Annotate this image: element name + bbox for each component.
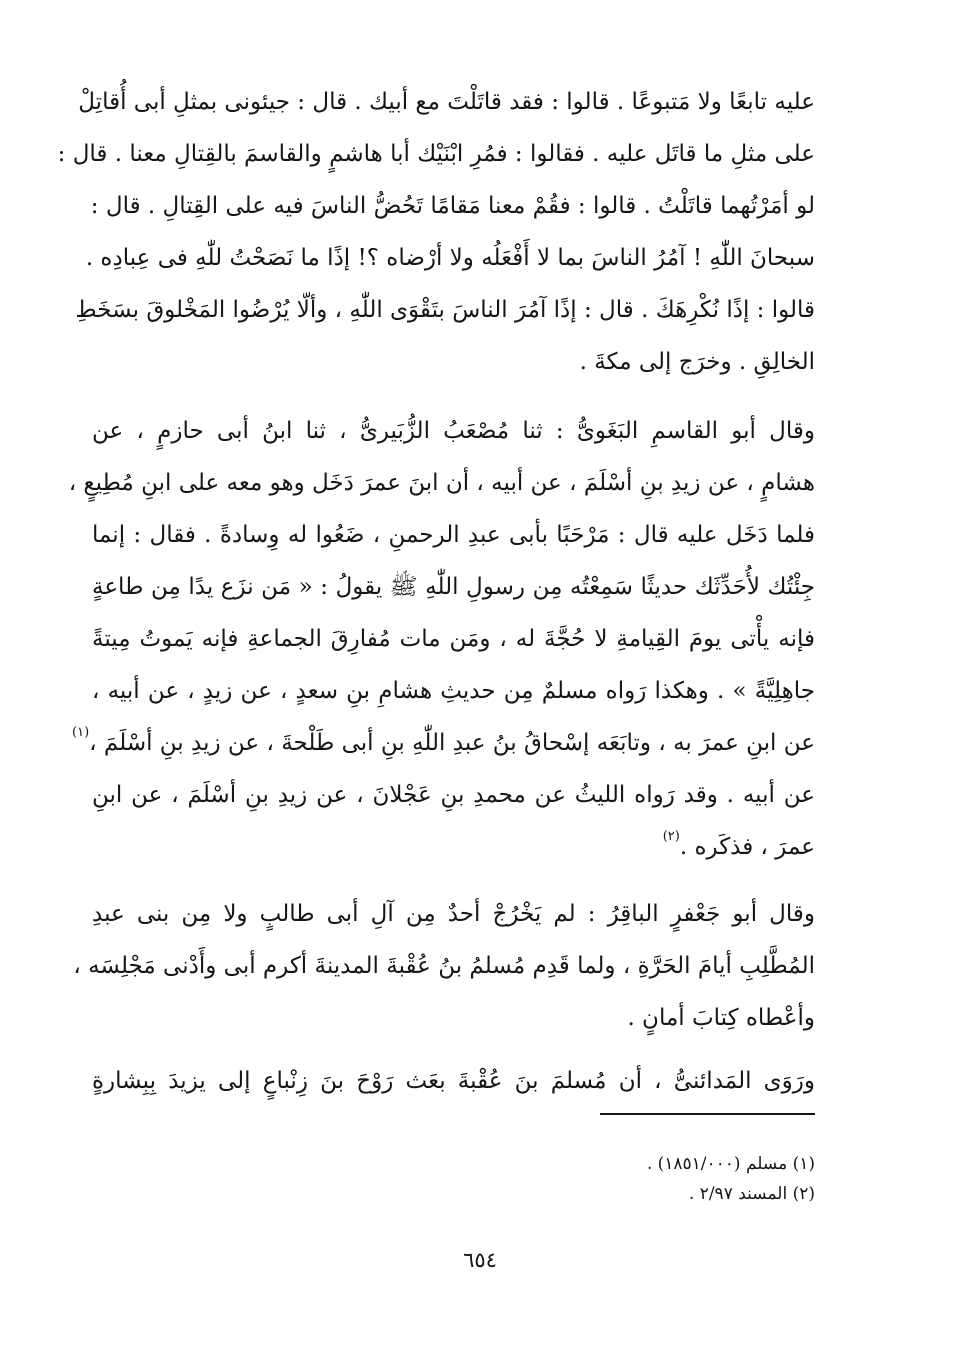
text-line: وقال أبو جَعْفرٍ الباقِرُ : لم يَخْرُجْ أحدٌ مِن آلِ أبى طالبٍ ولا مِن بنى عبدِ: [92, 901, 815, 927]
footnote-2: (٢) المسند ٢/٩٧ .: [688, 1184, 815, 1204]
text-line: على مثلِ ما قاتَل عليه . فقالوا : فمُرِ ابْنَيْك أبا هاشمٍ والقاسمَ بالقِتالِ معنا . قال :: [57, 141, 815, 167]
paragraph-4: [92, 1055, 815, 1107]
footnote-1: (١) مسلم (١٨٥١/٠٠٠) .: [646, 1154, 815, 1174]
paragraph-3: [73, 888, 815, 1044]
text-line: عن أبيه . وقد رَواه الليثُ عن محمدِ بنِ عَجْلانَ ، عن زيدِ بنِ أسْلَمَ ، عن ابنِ: [92, 782, 815, 808]
text-line: فإنه يأْتى يومَ القِيامةِ لا حُجَّةَ له ، ومَن مات مُفارِقَ الجماعةِ فإنه يَموتُ مِيتةً: [92, 626, 815, 652]
text-line: فلما دَخَل عليه قال : مَرْحَبًا بأبى عبدِ الرحمنِ ، ضَعُوا له وِسادةً . فقال : إنما: [92, 522, 815, 548]
page-number: ٦٥٤: [463, 1248, 497, 1272]
text-line: عليه تابعًا ولا مَتبوعًا . قالوا : فقد قاتَلْتَ مع أبيك . قال : جيئونى بمثلِ أبى أُقاتِلْ: [78, 89, 815, 115]
text-line: جاهِلِيَّةً » . وهكذا رَواه مسلمٌ مِن حديثِ هشامِ بنِ سعدٍ ، عن زيدٍ ، عن أبيه ،: [92, 678, 815, 704]
text-line: قالوا : إذًا نُكْرِهَكَ . قال : إذًا آمُرَ الناسَ بتَقْوَى اللّٰهِ ، وألّا يُرْضُوا المَخْلوقَ بسَخَطِ: [75, 297, 815, 323]
text-line: هشامٍ ، عن زيدِ بنِ أسْلَمَ ، عن أبيه ، أن ابنَ عمرَ دَخَل وهو معه على ابنِ مُطِيعٍ ،: [68, 470, 815, 496]
footnote-separator: [600, 1113, 815, 1115]
text-line-with-note: عمرَ ، فذكَره .$^{(٢)}$: [662, 829, 815, 860]
text-line: لو أمَرْتُهما قاتَلْتُ . قالوا : فقُمْ معنا مَقامًا تَحُضُّ الناسَ فيه على القِتالِ . قال :: [90, 193, 815, 219]
footnote-ref-1[interactable]: (١): [72, 725, 90, 740]
text-line: الخالِقِ . وخرَج إلى مكةَ .: [579, 349, 815, 375]
text-line: وأعْطاه كِتابَ أمانٍ .: [627, 1005, 815, 1031]
text-line: جِئْتُك لأُحَدِّثَك حديثًا سَمِعْتُه مِن رسولِ اللّٰهِ ﷺ يقولُ : « مَن نزَع يدًا مِن طاعةٍ: [92, 574, 815, 600]
text-line-with-note: عن ابنِ عمرَ به ، وتابَعَه إسْحاقُ بنُ عبدِ اللّٰهِ بنِ أبى طَلْحةَ ، عن زيدِ بنِ أسْلَمَ ،$^{(١)}$: [72, 725, 815, 756]
text-line: المُطَّلِبِ أيامَ الحَرَّةِ ، ولما قَدِم مُسلمُ بنُ عُقْبةَ المدينةَ أكرم أبى وأَدْنى مَجْلِسَه ،: [73, 953, 815, 979]
text-line: ورَوَى المَدائنىُّ ، أن مُسلمَ بنَ عُقْبةَ بعَث رَوْحَ بنَ زِنْباعٍ إلى يزيدَ بِبِشارةٍ: [92, 1068, 815, 1094]
footnote-ref-2[interactable]: (٢): [662, 829, 680, 844]
paragraph-2: [68, 405, 815, 873]
paragraph-1: [57, 76, 815, 388]
text-line: سبحانَ اللّٰهِ ! آمُرُ الناسَ بما لا أَفْعَلُه ولا أرْضاه ؟! إذًا ما نَصَحْتُ للّٰهِ فى عِبادِه .: [85, 245, 815, 271]
text-line: وقال أبو القاسمِ البَغَوىُّ : ثنا مُصْعَبُ الزُّبَيرىُّ ، ثنا ابنُ أبى حازمٍ ، عن: [92, 418, 815, 444]
